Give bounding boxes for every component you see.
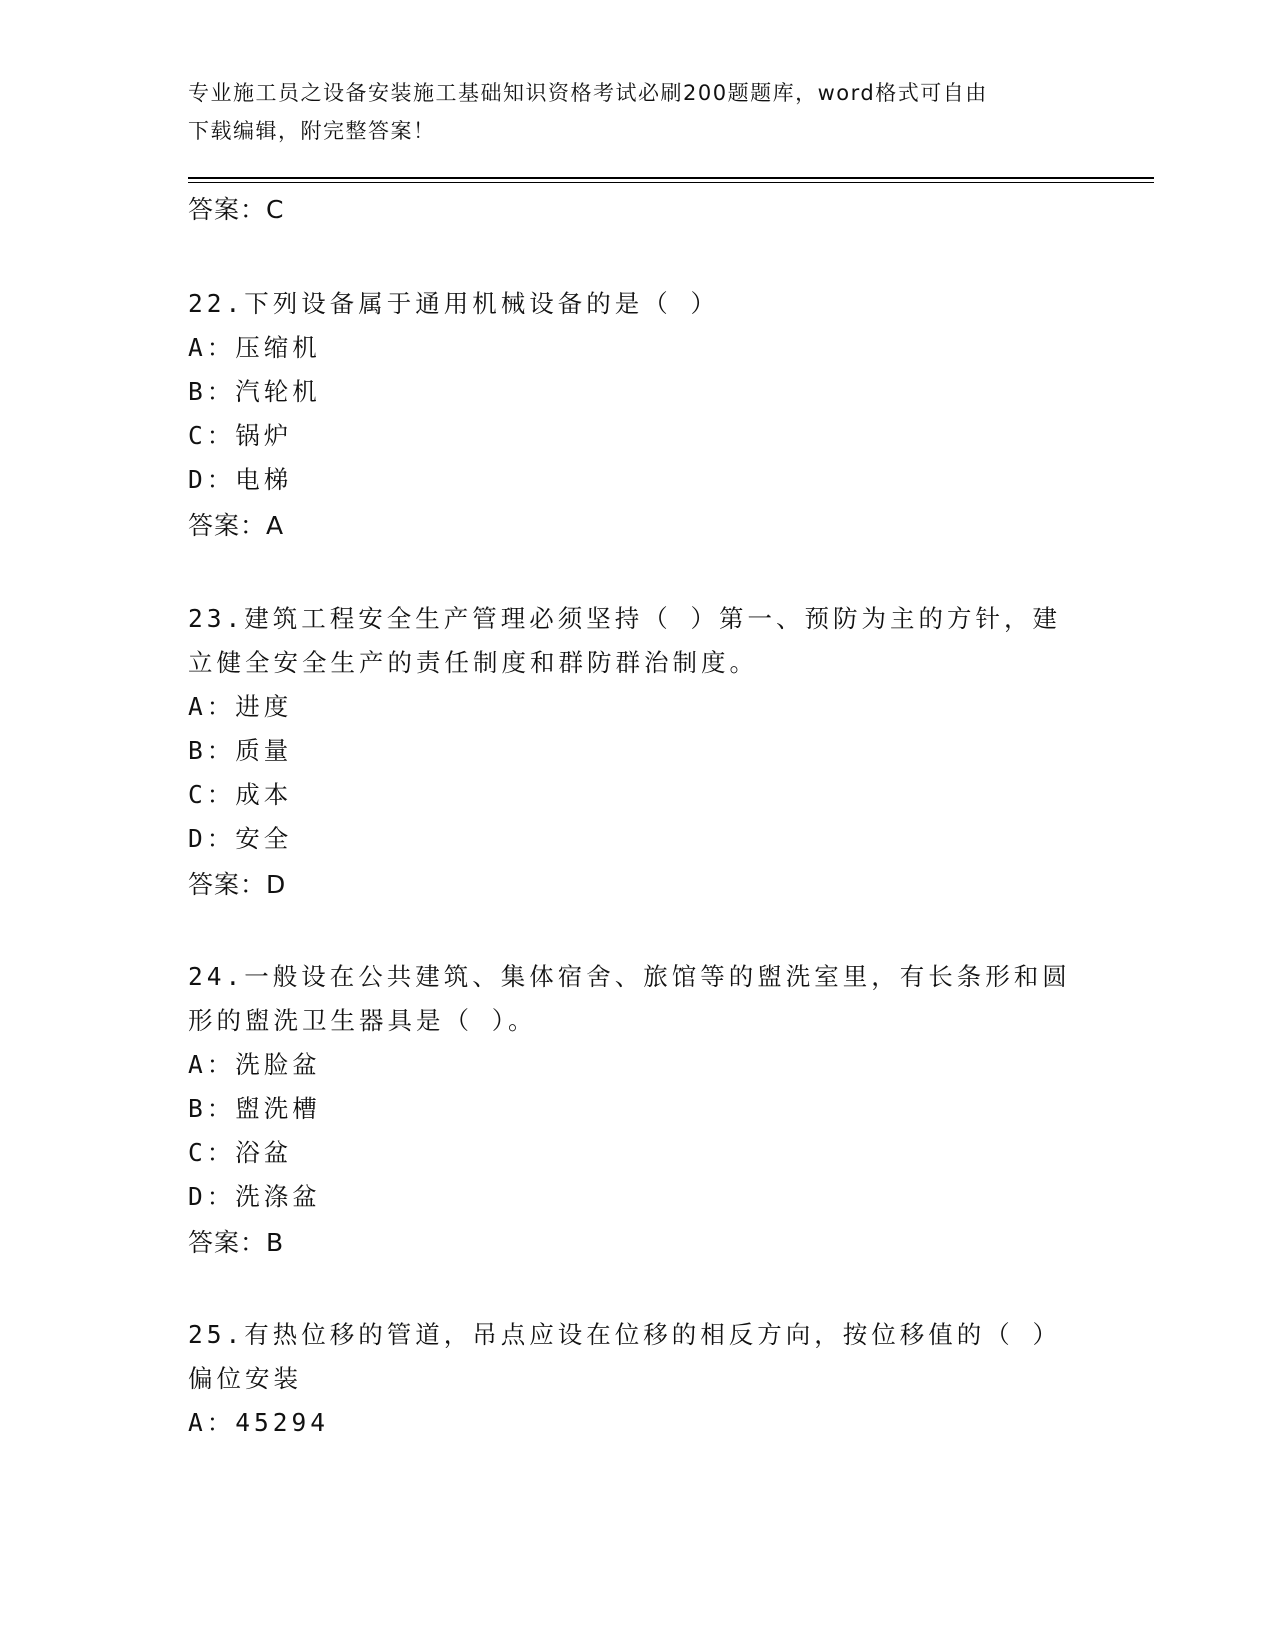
question-23-option-c: C：成本 [188,780,293,809]
question-22-option-b: B：汽轮机 [188,377,321,406]
question-24-option-b: B：盥洗槽 [188,1094,321,1123]
header-divider-thick [188,177,1154,179]
header-divider-thin [188,182,1154,183]
header-line-1: 专业施工员之设备安装施工基础知识资格考试必刷200题题库，word格式可自由 [188,81,988,105]
question-22-stem: 22.下列设备属于通用机械设备的是（ ） [188,289,719,318]
question-22-option-d: D：电梯 [188,465,293,494]
question-25-stem-line-2: 偏位安装 [188,1364,302,1393]
question-24-stem-line-1: 24.一般设在公共建筑、集体宿舍、旅馆等的盥洗室里，有长条形和圆 [188,962,1071,991]
document-header [188,74,1088,150]
question-22-option-c: C：锅炉 [188,421,293,450]
question-24-option-a: A：洗脸盆 [188,1050,321,1079]
question-24-option-d: D：洗涤盆 [188,1182,321,1211]
question-24-stem-line-2: 形的盥洗卫生器具是（ ）。 [188,1006,537,1035]
question-24-option-c: C：浴盆 [188,1138,293,1167]
answer-21: 答案：C [188,195,285,224]
question-23-option-b: B：质量 [188,736,293,765]
question-25-stem-line-1: 25.有热位移的管道，吊点应设在位移的相反方向，按位移值的（ ） [188,1320,1061,1349]
answer-23: 答案：D [188,870,287,899]
question-23-stem-line-1: 23.建筑工程安全生产管理必须坚持（ ）第一、预防为主的方针，建 [188,604,1061,633]
question-23-stem-line-2: 立健全安全生产的责任制度和群防群治制度。 [188,648,758,677]
question-25-option-a: A：45294 [188,1408,330,1437]
question-23-option-a: A：进度 [188,692,293,721]
question-22-option-a: A：压缩机 [188,333,321,362]
answer-24: 答案：B [188,1228,285,1257]
answer-22: 答案：A [188,511,285,540]
question-23-option-d: D：安全 [188,824,293,853]
header-line-2: 下载编辑，附完整答案！ [188,119,436,143]
